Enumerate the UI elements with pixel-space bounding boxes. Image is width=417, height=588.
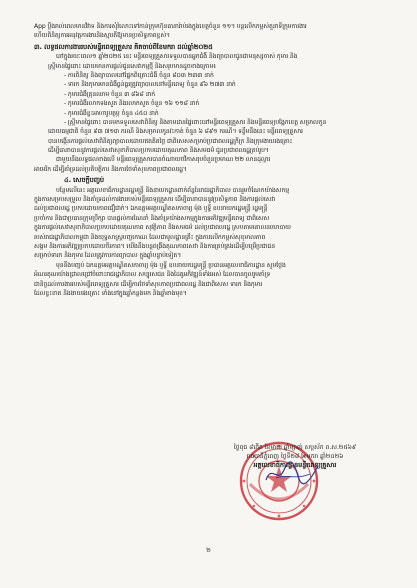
maternal-bullet-line: បានបង្កើនការផ្ដល់សេវាពិនិត្យព្យាបាលដោយឥតគិតថ្លៃ ជាពិសេសសម្រាប់ប្រជាពលរដ្ឋក្រីក្រ និងក្រុមងាយរងគ្រោះ xyxy=(48,137,293,145)
maternal-bullet-line: ដើម្បីធានាបាននូវការផ្ដល់សេវាសុខាភិបាលប្រកបដោយគុណភាព និងសមធម៌ ជូនប្រជាពលរដ្ឋគ្រប់រូប។ xyxy=(48,147,269,155)
conclusion-line: របស់រាជរដ្ឋាភិបាលកម្ពុជា និងយុទ្ធសាស្ត្របញ្ចកោណ ដែលជាមូលដ្ឋានគ្រឹះ ក្នុងការលើកកម្ពស់សុខុមាលភាព xyxy=(34,233,266,241)
section-4-heading: ៤. សេចក្ដីបញ្ចប់ xyxy=(64,176,104,185)
conclusion-line: ដល់ប្រជាពលរដ្ឋ ប្រកបដោយភាពជឿជាក់។ ឯកឧត្តមអគ្គបណ្ឌិតសភាចារ្យ ម៉ុង ឫទ្ធី ឧបនាយករដ្ឋមន្ត្រី រដ្ឋមន្ត្រី xyxy=(34,205,268,213)
solar-date: រាជធានីភ្នំពេញ ថ្ងៃទី២៨ ខែមករា ឆ្នាំ២០២៦ xyxy=(246,453,344,460)
stat-bullet: - ទារក និងកុមារមានជំងឺធ្ងន់ធ្ងរត្រូវព្យាបាលនៅមន្ទីរពេទ្យ ចំនួន ៩៦ ២៧៣ នាក់ xyxy=(64,81,236,89)
acknowledgement-line: ជានិច្ចដល់ការងាររបស់មន្ទីរពេទ្យគ្រួសារ ដើម្បីការថែទាំសុខភាពប្រជាពលរដ្ឋ និងជាពិសេស ទារក និងកុមារ xyxy=(34,280,263,288)
budget-line: អាមេរិក ដើម្បីគាំទ្រដល់ប្រតិបត្តិការ និងការថែទាំសុខភាពប្រជាពលរដ្ឋ។ xyxy=(34,165,187,173)
stat-bullet: - ការពិនិត្យ និងព្យាបាលនៅផ្នែកពិគ្រោះជំងឺ ចំនួន ៨០៣ ២៣៣ នាក់ xyxy=(64,71,214,79)
conclusion-line: ប្រចាំការ និងជាប្រធានក្រុមប្រឹក្សា បានផ្ដល់ការណែនាំ និងគាំទ្រយ៉ាងសកម្មក្នុងការអភិវឌ្ឍមន្ទីរពេទ្យ ជាពិសេស xyxy=(34,214,270,222)
issuing-organization: អគ្គលេខាធិការដ្ឋានមន្ទីរពេទ្យគ្រួសារ xyxy=(253,461,337,469)
page-number: ២ xyxy=(206,547,211,554)
intro-line: ហើយពិនិត្យការអនុវត្តការងារនិងស្មារតីឱ្យមានប្រសិទ្ធភាពខ្ពស់។ xyxy=(34,32,170,40)
conclusion-line: សង្គម និងការអភិវឌ្ឍប្រកបដោយចីរភាព។ យើងនឹងបន្តពង្រឹងគុណភាពសេវា និងការគ្រប់គ្រងដើម្បីបម្រើប្រជាជន xyxy=(34,242,275,250)
maternal-bullet-line: - ស្ត្រីមានផ្ទៃពោះ បានមកទទួលសេវាពិនិត្យ និងតាមដានផ្ទៃពោះនៅមន្ទីរពេទ្យគ្រួសារ និងមន្ទីរពេទ្យបង្អែកខេត្ត សម្រាលកូន xyxy=(64,118,327,126)
section-3-heading: ៣. លទ្ធផលការងាររបស់មន្ទីរពេទ្យគ្រួសារ គិតចាប់ពីខែមករា ដល់ឆ្នាំ២០២៥ xyxy=(34,42,213,51)
handwritten-signature-icon xyxy=(262,458,322,488)
maternal-bullet-line: ដោយធម្មជាតិ ចំនួន ៩៣ ៧១៣ ករណី និងសម្រាលកូនវះកាត់ ចំនួន ៦ ៨៩១ ករណី។ ទន្ទឹមនឹងនេះ មន្ទីរពេទ្យគ្រួសារ xyxy=(48,128,303,136)
section-3-intro-line: នៅក្នុងរយៈពេល១ ឆ្នាំ២០២៥ នេះ មន្ទីរពេទ្យគ្រួសារទទួលបានអ្នកជំងឺ និងព្យាបាលជូនជាមនុស្សចាស់ កុមារ និង xyxy=(56,53,298,61)
intro-line: App ប្ដឹងរាល់ពេលមានវិវាទ និងការសុំរំលោះទៅកាន់ក្រុមហ៊ុនធានារ៉ាប់រងក្នុងខេត្តចំនួន ១១។ បន្តលើកកម្ពស់តួនាទីក្រុមការងារ xyxy=(34,23,307,30)
conclusion-line: ក្នុងការផ្ដល់សេវាសុខាភិបាលប្រកបដោយគុណភាព សុវត្ថិភាព និងសមធម៌ ដល់ប្រជាពលរដ្ឋ ស្របតាមគោលនយោបាយ xyxy=(34,224,291,232)
stat-bullet: - កុមារជំងឺរលាកទងសួត និងរលាកសួត ចំនួន ១៦ ១១៨ នាក់ xyxy=(64,100,200,108)
stat-bullet: - កុមារជំងឺគ្រុនឈាម ចំនួន ៣ ៨៦៨ នាក់ xyxy=(64,90,156,98)
acknowledgement-line: មុននឹងបញ្ចប់ ឯកឧត្តមអគ្គបណ្ឌិតសភាចារ្យ ម៉ុង ឫទ្ធី ឧបនាយករដ្ឋមន្ត្រី ប្រធានអគ្គលេខាធិការដ្ឋាន សូមថ្លែង xyxy=(56,261,286,269)
lunar-date: ថ្ងៃពុធ ៨កើត ខែមាឃ ឆ្នាំម្សាញ់ សប្តស័ក ព.ស.២៥៦៩ xyxy=(233,444,357,451)
stat-bullet: - កុមារជំងឺខ្វះអាហារូបត្ថម្ភ ចំនួន ៤៥០ នាក់ xyxy=(64,109,159,117)
conclusion-line: ក្នុងការសម្របសម្រួល និងគាំទ្រដល់ការងាររបស់មន្ទីរពេទ្យគ្រួសារ ដើម្បីធានាបាននូវប្រសិទ្ធភាព និងការផ្ដល់សេវា xyxy=(34,196,276,204)
section-3-intro-line: ស្ត្រីមានផ្ទៃពោះ ដោយមានការផ្ដល់ជូនសេវាកម្មថ្មី និងសរុបមានដូចខាងក្រោម៖ xyxy=(48,62,216,70)
conclusion-line: បន្ថែមលើនេះ អគ្គលេខាធិការដ្ឋានរដ្ឋមន្ត្រី និងនាយកដ្ឋានពាក់ព័ន្ធនៃរាជរដ្ឋាភិបាល បានរួមចំណែកយ៉ាងសកម្ម xyxy=(56,186,290,194)
acknowledgement-line: ដែលខ្វះខាត និងងាយរងគ្រោះ ទាំងនៅក្នុងឆ្នាំកន្លងមក និងឆ្នាំខាងមុខ។ xyxy=(34,289,187,297)
budget-line: ជាមួយនឹងលទ្ធផលខាងលើ មន្ទីរពេទ្យគ្រួសារបានចំណាយថវិកាសរុបចំនួនប្រមាណ ២២ លានដុល្លារ xyxy=(56,156,271,164)
conclusion-line: សម្រាប់ទារក និងកុមារ ដែលត្រូវការការព្យាបាល ក្នុងឆ្នាំបន្ទាប់ទៀត។ xyxy=(34,252,182,260)
document-body xyxy=(34,22,386,298)
acknowledgement-line: អំណរគុណយ៉ាងជ្រាលជ្រៅចំពោះរាជរដ្ឋាភិបាល សប្បុរសជន និងដៃគូអភិវឌ្ឍន៍ទាំងអស់ ដែលបានចូលរួមគាំទ្រ xyxy=(34,271,271,279)
